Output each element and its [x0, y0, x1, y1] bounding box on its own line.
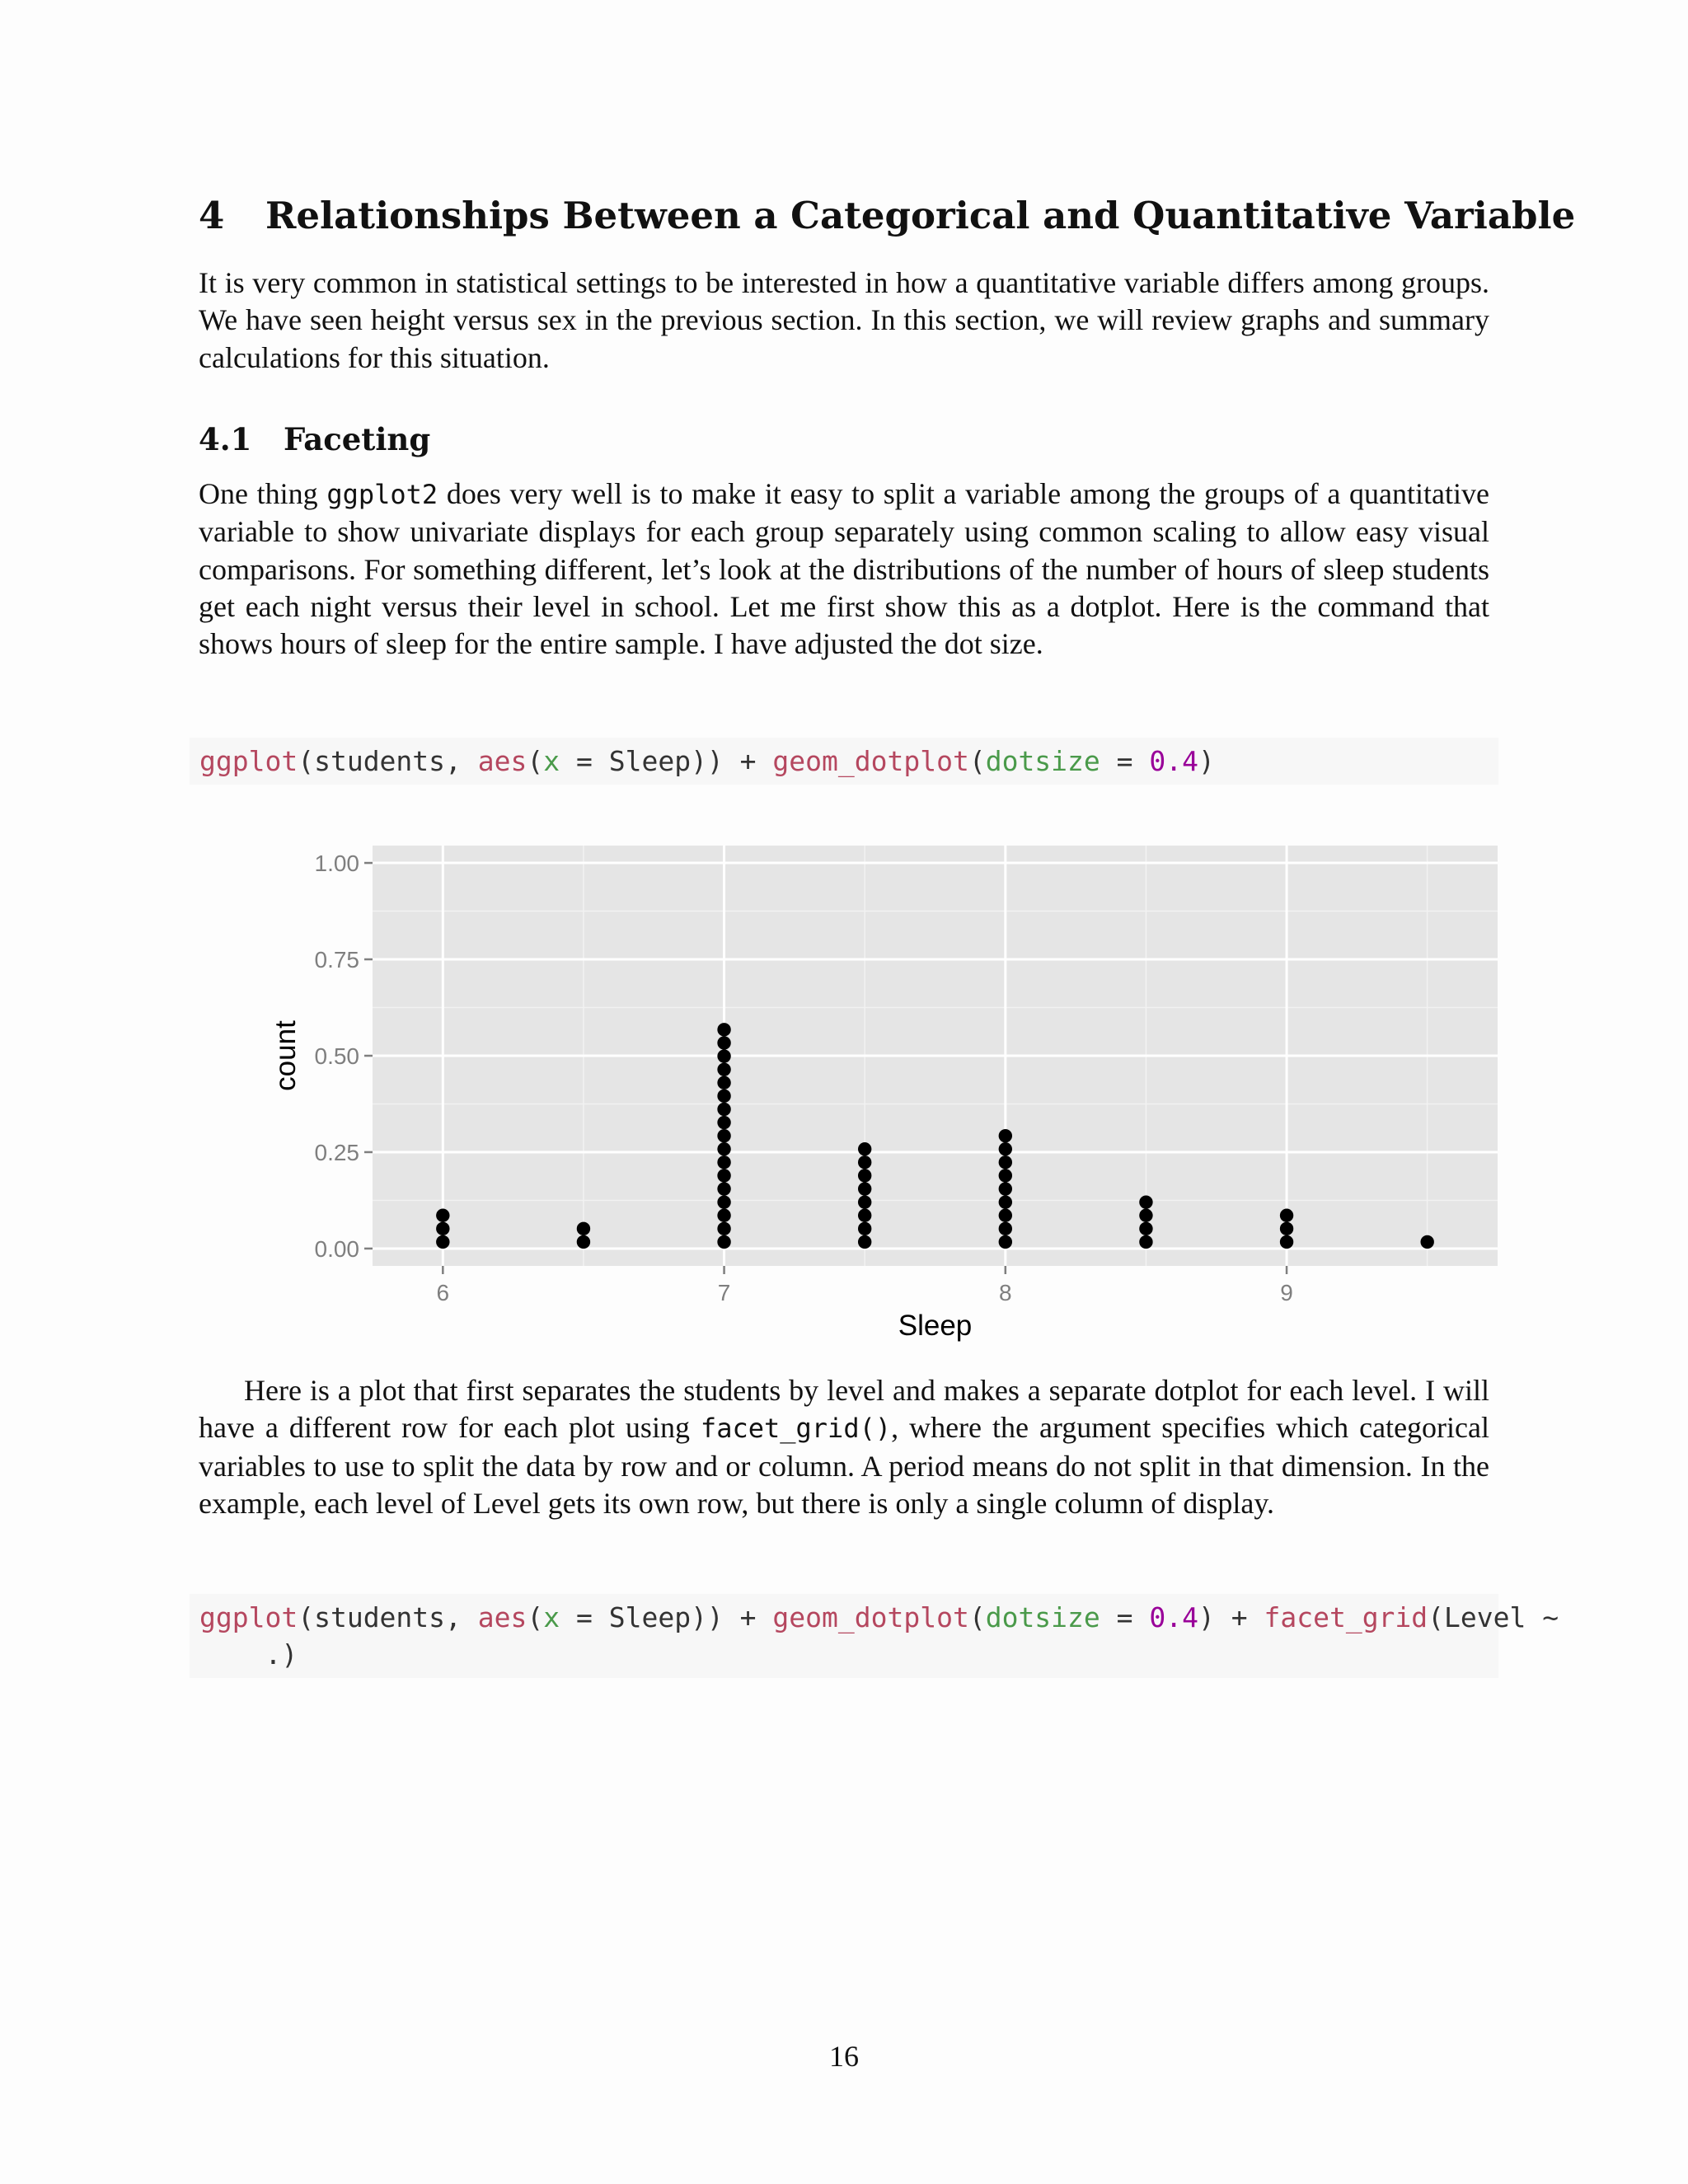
section-title	[199, 191, 1576, 241]
paragraph-text: Here is a plot that first separates the students by level and makes a separate dotplot for each level. I will have a different row for each plot using	[199, 1374, 1489, 1445]
data-point	[858, 1169, 871, 1182]
data-point	[858, 1142, 871, 1155]
data-point	[717, 1076, 730, 1090]
data-point	[999, 1155, 1012, 1169]
data-point	[858, 1209, 871, 1222]
code-block-2	[190, 1594, 1559, 1678]
code-token: (Level ~	[1428, 1601, 1559, 1633]
code-token: ggplot	[199, 745, 298, 777]
subsection-title-text: Faceting	[284, 421, 431, 457]
code-token: aes	[477, 1601, 528, 1633]
code-token: = Sleep)) +	[560, 745, 773, 777]
data-point	[717, 1235, 730, 1249]
dotplot-chart	[247, 832, 1508, 1363]
code-token: facet_grid	[1264, 1601, 1428, 1633]
data-point	[436, 1235, 449, 1249]
intro-paragraph: It is very common in statistical settings to be interested in how a quantitative variable differs among groups. We have seen height versus sex in the previous section. In this section, we will review graphs and summary calculations for this situation.	[199, 266, 1489, 374]
code-token: )	[1198, 745, 1215, 777]
code-token: (students,	[298, 745, 478, 777]
y-axis-title: count	[270, 1020, 302, 1091]
data-point	[999, 1182, 1012, 1195]
code-token: x	[543, 745, 560, 777]
data-point	[999, 1235, 1012, 1249]
data-point	[1280, 1222, 1293, 1235]
data-point	[717, 1062, 730, 1076]
code-token: (students,	[298, 1601, 478, 1633]
data-point	[717, 1103, 730, 1116]
code-token: ggplot	[199, 1601, 298, 1633]
data-point	[577, 1222, 590, 1235]
code-token: (	[968, 745, 986, 777]
code-token: =	[1100, 1601, 1150, 1633]
data-point	[858, 1155, 871, 1169]
data-point	[1139, 1235, 1152, 1249]
inline-code: ggplot2	[326, 479, 438, 510]
faceting-paragraph	[199, 476, 1489, 663]
data-point	[717, 1142, 730, 1155]
page-number: 16	[829, 2040, 859, 2073]
data-point	[858, 1195, 871, 1208]
y-tick-label: 1.00	[314, 851, 359, 877]
data-point	[577, 1235, 590, 1249]
data-point	[717, 1155, 730, 1169]
x-tick-label: 8	[999, 1280, 1012, 1305]
data-point	[436, 1222, 449, 1235]
data-point	[858, 1235, 871, 1249]
code-token: (	[527, 1601, 544, 1633]
y-tick-label: 0.50	[314, 1043, 359, 1069]
subsection-title	[199, 419, 430, 460]
data-point	[436, 1209, 449, 1222]
data-point	[717, 1209, 730, 1222]
code-token: aes	[477, 745, 528, 777]
subsection-number: 4.1	[199, 421, 252, 457]
code-token: =	[1100, 745, 1150, 777]
y-tick-label: 0.75	[314, 947, 359, 973]
data-point	[717, 1129, 730, 1142]
section-number: 4	[199, 194, 225, 237]
data-point	[858, 1182, 871, 1195]
code-block-1	[190, 738, 1498, 785]
y-tick-label: 0.25	[314, 1139, 359, 1165]
code-token: x	[543, 1601, 560, 1633]
data-point	[717, 1036, 730, 1049]
data-point	[999, 1129, 1012, 1142]
data-point	[717, 1195, 730, 1208]
data-point	[717, 1049, 730, 1062]
data-point	[1420, 1235, 1433, 1249]
code-token: 0.4	[1149, 745, 1198, 777]
code-token: geom_dotplot	[772, 745, 969, 777]
data-point	[1280, 1235, 1293, 1249]
code-token: = Sleep)) +	[560, 1601, 773, 1633]
data-point	[717, 1182, 730, 1195]
data-point	[717, 1116, 730, 1129]
data-point	[717, 1090, 730, 1103]
x-axis-title: Sleep	[898, 1310, 973, 1342]
y-tick-label: 0.00	[314, 1235, 359, 1262]
code-token: .)	[199, 1638, 298, 1671]
x-tick-label: 9	[1280, 1280, 1293, 1305]
data-point	[999, 1169, 1012, 1182]
code-token: (	[527, 745, 544, 777]
data-point	[717, 1023, 730, 1036]
data-point	[1139, 1195, 1152, 1208]
code-token: dotsize	[985, 1601, 1100, 1633]
data-point	[999, 1209, 1012, 1222]
code-token: ) +	[1198, 1601, 1264, 1633]
data-point	[1139, 1222, 1152, 1235]
data-point	[999, 1142, 1012, 1155]
x-tick-label: 6	[436, 1280, 450, 1305]
inline-code: facet_grid()	[700, 1413, 892, 1445]
code-token: geom_dotplot	[772, 1601, 969, 1633]
paragraph-text: does very well is to make it easy to split a variable among the groups of a quantitative variable to show univariate displays for each group separately using common scaling to allow easy visual comparisons. For something different, let’s look at the distributions of the number of hours of sleep students get each night versus their level in school. Let me first show this as a dotplot. Here is the command that shows hours of sleep for the entire sample. I have adjusted the dot size.	[199, 477, 1489, 661]
code-token: dotsize	[985, 745, 1100, 777]
data-point	[717, 1169, 730, 1182]
paragraph-text: One thing	[199, 477, 327, 510]
second-paragraph	[199, 1372, 1489, 1522]
data-point	[717, 1222, 730, 1235]
section-title-text: Relationships Between a Categorical and Quantitative Variable	[265, 194, 1576, 237]
x-tick-label: 7	[717, 1280, 731, 1305]
data-point	[999, 1222, 1012, 1235]
code-token: 0.4	[1149, 1601, 1198, 1633]
dotplot-svg	[247, 832, 1508, 1360]
data-point	[1280, 1209, 1293, 1222]
data-point	[999, 1195, 1012, 1208]
data-point	[1139, 1209, 1152, 1222]
code-token: (	[968, 1601, 986, 1633]
paragraph-text: , where the argument specifies which categorical variables to use to split the data by row and or column. A period means do not split in that dimension. In the example, each level of Level gets its own row, but there is only a single column of display.	[199, 1411, 1489, 1520]
data-point	[858, 1222, 871, 1235]
